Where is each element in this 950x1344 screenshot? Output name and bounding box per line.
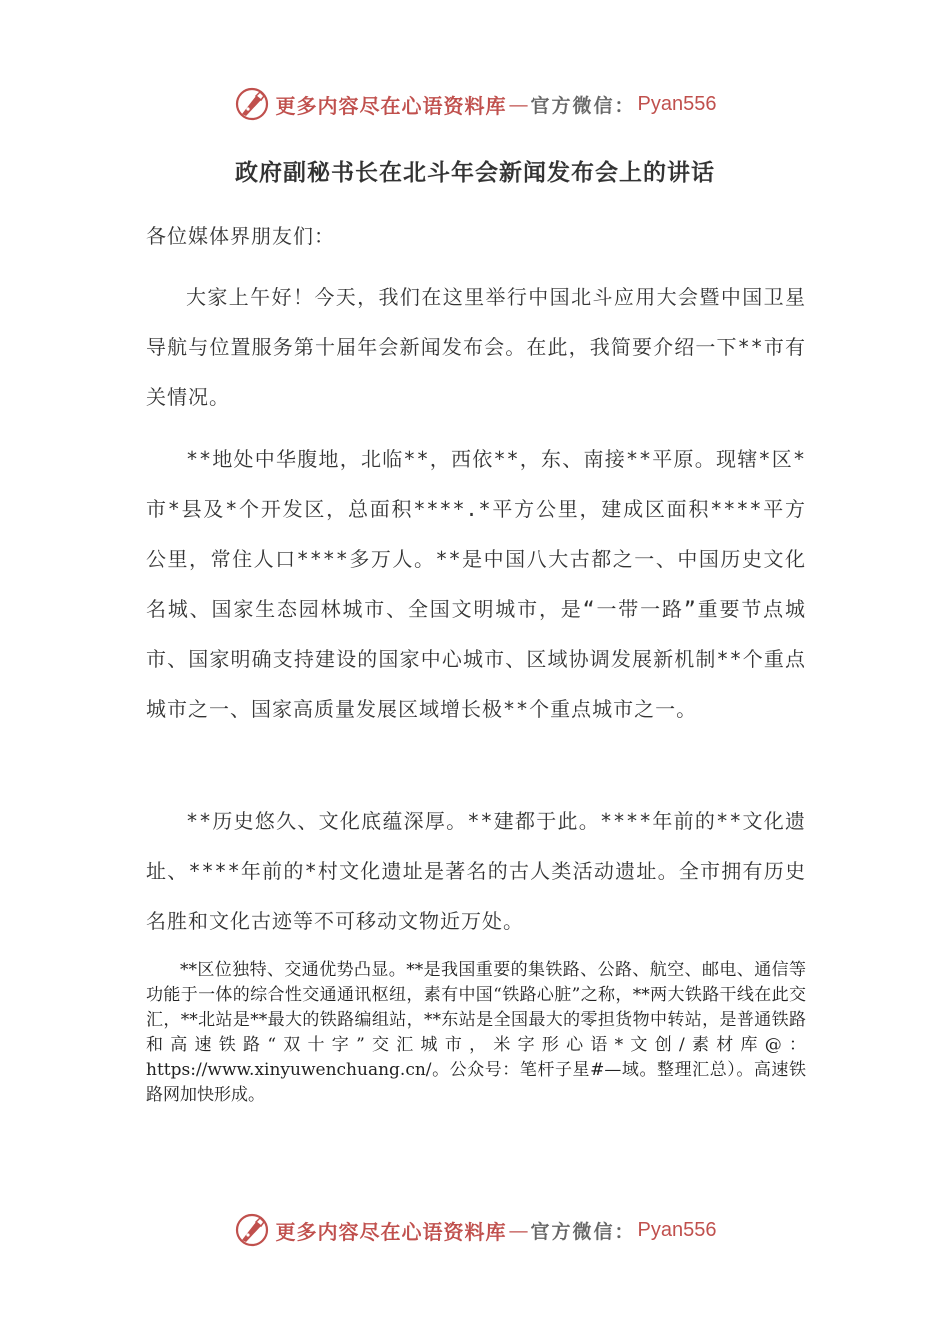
banner-dash: — xyxy=(508,92,529,116)
paragraph-history: **历史悠久、文化底蕴深厚。**建都于此。****年前的**文化遗址、****年前的*村文化遗址是著名的古人类活动遗址。全市拥有历史名胜和文化古迹等不可移动文物近万处。 xyxy=(146,809,806,933)
salutation: 各位媒体界朋友们： xyxy=(146,224,335,248)
pen-nib-logo-icon xyxy=(234,1212,270,1248)
header-watermark-banner xyxy=(0,84,950,124)
footer-watermark-banner xyxy=(0,1210,950,1250)
banner-site-text: 更多内容尽在心语资料库 xyxy=(275,93,507,118)
banner-site-text: 更多内容尽在心语资料库 xyxy=(275,1219,507,1244)
pen-nib-logo-icon xyxy=(234,86,270,122)
paragraph-intro: 大家上午好！今天，我们在这里举行中国北斗应用大会暨中国卫星导航与位置服务第十届年会新闻发布会。在此，我简要介绍一下**市有关情况。 xyxy=(146,285,806,409)
banner-wechat-id: Pyan556 xyxy=(637,1218,717,1241)
banner-wechat-label: 官方微信： xyxy=(530,1220,636,1243)
document-title: 政府副秘书长在北斗年会新闻发布会上的讲话 xyxy=(235,159,715,186)
banner-dash: — xyxy=(508,1218,529,1242)
paragraph-transport: **区位独特、交通优势凸显。**是我国重要的集铁路、公路、航空、邮电、通信等功能于一体的综合性交通通讯枢纽，素有中国“铁路心脏”之称，**两大铁路干线在此交汇，**北站是**最大的铁路编组站，**东站是全国最大的零担货物中转站，是普通铁路和高速铁路“双十字”交汇城市，米字形心语*文创/素材库@：https://www.xinyuwenchuang.cn/。公众号：笔杆子星#—域。整理汇总）。高速铁路网加快形成。 xyxy=(146,960,806,1105)
banner-wechat-id: Pyan556 xyxy=(637,92,717,115)
banner-wechat-label: 官方微信： xyxy=(530,94,636,117)
paragraph-location: **地处中华腹地，北临**，西依**，东、南接**平原。现辖*区*市*县及*个开发区，总面积****.*平方公里，建成区面积****平方公里，常住人口****多万人。**是中国八大古都之一、中国历史文化名城、国家生态园林城市、全国文明城市，是“一带一路”重要节点城市、国家明确支持建设的国家中心城市、区域协调发展新机制**个重点城市之一、国家高质量发展区域增长极**个重点城市之一。 xyxy=(146,447,806,721)
